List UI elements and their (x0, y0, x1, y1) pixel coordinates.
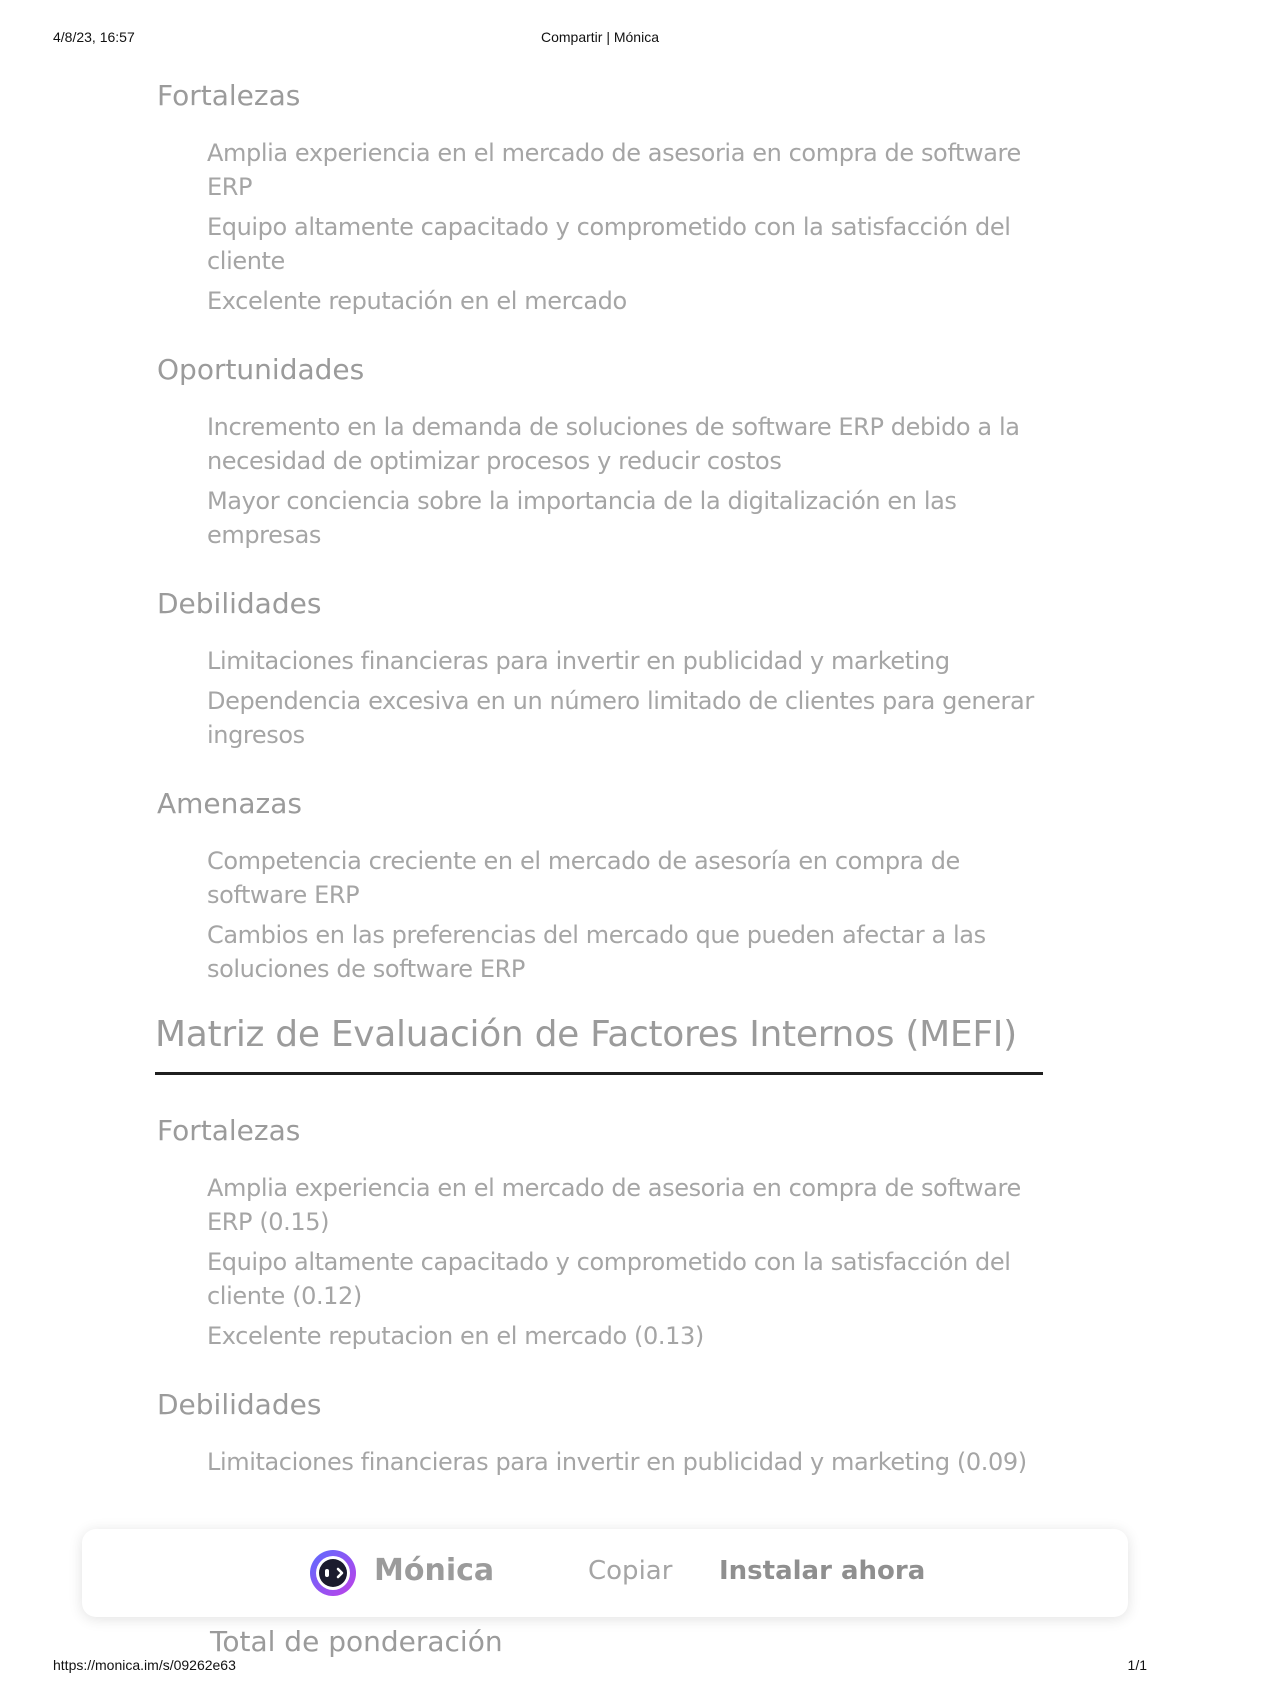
list-item: Competencia creciente en el mercado de asesoría en compra de software ERP (207, 847, 960, 909)
mefi-list-fortalezas (157, 1171, 1047, 1353)
list-item: Limitaciones financieras para invertir en publicidad y marketing (0.09) (207, 1448, 1027, 1476)
copy-button[interactable]: Copiar (588, 1556, 673, 1586)
mefi-heading-debilidades: Debilidades (157, 1388, 322, 1421)
monica-logo-icon (308, 1548, 358, 1598)
list-item: Equipo altamente capacitado y comprometido con la satisfacción del cliente (207, 213, 1011, 275)
list-fortalezas (157, 136, 1047, 318)
brand-name: Mónica (374, 1553, 495, 1588)
install-now-button[interactable]: Instalar ahora (719, 1556, 926, 1586)
list-item: Mayor conciencia sobre la importancia de la digitalización en las empresas (207, 487, 957, 549)
document-content (157, 78, 1047, 1513)
list-item: Cambios en las preferencias del mercado que pueden afectar a las soluciones de software ERP (207, 921, 986, 983)
mefi-list-debilidades (157, 1445, 1047, 1479)
list-debilidades (157, 644, 1047, 752)
list-item: Incremento en la demanda de soluciones de software ERP debido a la necesidad de optimizar procesos y reducir costos (207, 413, 1020, 475)
list-item: Equipo altamente capacitado y comprometido con la satisfacción del cliente (0.12) (207, 1248, 1011, 1310)
list-oportunidades (157, 410, 1047, 552)
print-title: Compartir | Mónica (540, 29, 659, 45)
print-date: 4/8/23, 16:57 (53, 29, 135, 45)
list-item: Amplia experiencia en el mercado de asesoria en compra de software ERP (0.15) (207, 1174, 1021, 1236)
print-header (0, 29, 1200, 49)
print-url: https://monica.im/s/09262e63 (53, 1657, 236, 1673)
monica-promo-banner (82, 1529, 1128, 1617)
mefi-title: Matriz de Evaluación de Factores Internos (MEFI) (155, 1012, 1043, 1075)
list-item: Amplia experiencia en el mercado de asesoria en compra de software ERP (207, 139, 1021, 201)
list-item: Limitaciones financieras para invertir en publicidad y marketing (207, 647, 950, 675)
list-item: Excelente reputacion en el mercado (0.13) (207, 1322, 704, 1350)
mefi-heading-fortalezas: Fortalezas (157, 1114, 301, 1147)
section-heading-debilidades: Debilidades (157, 587, 322, 620)
list-item: Dependencia excesiva en un número limitado de clientes para generar ingresos (207, 687, 1034, 749)
section-heading-amenazas: Amenazas (157, 787, 303, 820)
section-heading-oportunidades: Oportunidades (157, 353, 365, 386)
partially-hidden-heading: Total de ponderación (210, 1625, 503, 1658)
page-number: 1/1 (1127, 1657, 1147, 1673)
print-footer (0, 1657, 1200, 1677)
list-item: Excelente reputación en el mercado (207, 287, 627, 315)
list-amenazas (157, 844, 1047, 986)
section-heading-fortalezas: Fortalezas (157, 79, 301, 112)
